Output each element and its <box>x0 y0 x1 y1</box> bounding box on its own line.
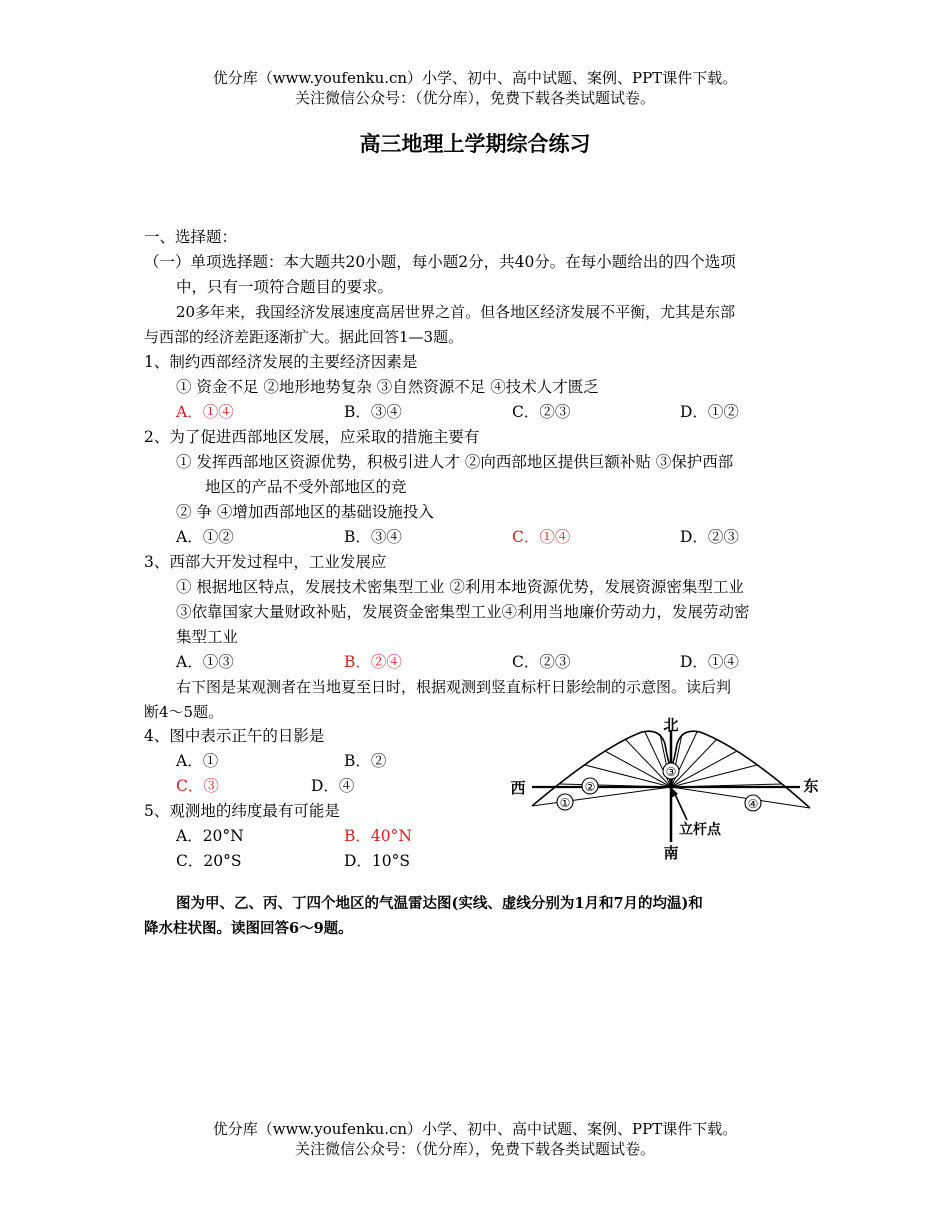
header-line-2: 关注微信公众号：（优分库），免费下载各类试题试卷。 <box>294 89 655 107</box>
footer-line-1: 优分库（www.youfenku.cn）小学、初中、高中试题、案例、PPT课件下载。 <box>212 1120 738 1138</box>
page-title: 高三地理上学期综合练习 <box>359 131 591 156</box>
shadow-label-3: ③ <box>665 765 677 779</box>
header-line-1: 优分库（www.youfenku.cn）小学、初中、高中试题、案例、PPT课件下载。 <box>212 69 738 87</box>
q4-stem: 4、图中表示正午的日影是 <box>144 727 325 745</box>
instructions-line-1: （一）单项选择题：本大题共20小题，每小题2分，共40分。在每小题给出的四个选项 <box>144 253 736 271</box>
q3-option-c[interactable]: C．②③ <box>512 653 571 671</box>
q3-option-d[interactable]: D．①④ <box>680 653 739 671</box>
instructions-line-2: 中，只有一项符合题目的要求。 <box>176 278 394 296</box>
east-label: 东 <box>803 777 819 795</box>
q5-option-a[interactable]: A．20°N <box>176 827 244 845</box>
q2-option-a[interactable]: A．①② <box>176 528 234 546</box>
q1-stem: 1、制约西部经济发展的主要经济因素是 <box>144 353 418 371</box>
q2-items-line-1: ① 发挥西部地区资源优势，积极引进人才 ②向西部地区提供巨额补贴 ③保护西部 <box>176 453 734 471</box>
q4-option-c[interactable]: C．③ <box>176 777 219 795</box>
west-label: 西 <box>510 779 526 797</box>
q5-option-b[interactable]: B．40°N <box>344 827 412 845</box>
pole-point-label: 立杆点 <box>679 822 721 838</box>
q5-stem: 5、观测地的纬度最有可能是 <box>144 802 340 820</box>
section-heading: 一、选择题： <box>144 228 238 246</box>
q3-option-a[interactable]: A．①③ <box>176 653 234 671</box>
q1-option-d[interactable]: D．①② <box>680 403 739 421</box>
q3-option-b[interactable]: B．②④ <box>344 653 402 671</box>
north-label: 北 <box>663 716 679 734</box>
sun-shadow-diagram <box>510 712 820 864</box>
shadow-label-2: ② <box>584 780 596 794</box>
q5-option-c[interactable]: C．20°S <box>176 852 242 870</box>
passage3-line-2: 降水柱状图。读图回答6～9题。 <box>144 920 353 937</box>
q3-items-line-3: 集型工业 <box>176 628 239 646</box>
q3-items-line-1: ① 根据地区特点，发展技术密集型工业 ②利用本地资源优势，发展资源密集型工业 <box>176 578 744 596</box>
q2-items-line-3: ② 争 ④增加西部地区的基础设施投入 <box>176 503 434 521</box>
passage2-line-2: 断4～5题。 <box>144 703 224 721</box>
q4-option-a[interactable]: A．① <box>176 752 219 770</box>
q1-option-c[interactable]: C．②③ <box>512 403 571 421</box>
q1-option-b[interactable]: B．③④ <box>344 403 402 421</box>
footer-line-2: 关注微信公众号：（优分库），免费下载各类试题试卷。 <box>294 1140 655 1158</box>
shadow-label-1: ① <box>559 796 571 810</box>
q3-items-line-2: ③依靠国家大量财政补贴，发展资金密集型工业④利用当地廉价劳动力，发展劳动密 <box>176 603 750 621</box>
q2-option-b[interactable]: B．③④ <box>344 528 402 546</box>
q4-option-b[interactable]: B．② <box>344 752 387 770</box>
q1-option-a[interactable]: A．①④ <box>176 403 234 421</box>
south-label: 南 <box>663 844 679 862</box>
q1-items: ① 资金不足 ②地形地势复杂 ③自然资源不足 ④技术人才匮乏 <box>176 378 599 396</box>
q2-option-d[interactable]: D．②③ <box>680 528 739 546</box>
passage3-line-1: 图为甲、乙、丙、丁四个地区的气温雷达图(实线、虚线分别为1月和7月的均温)和 <box>176 895 703 912</box>
q5-option-d[interactable]: D．10°S <box>344 852 411 870</box>
q2-stem: 2、为了促进西部地区发展，应采取的措施主要有 <box>144 428 480 446</box>
passage1-line-2: 与西部的经济差距逐渐扩大。据此回答1—3题。 <box>144 328 464 346</box>
q4-option-d[interactable]: D．④ <box>311 777 355 795</box>
passage1-line-1: 20多年来，我国经济发展速度高居世界之首。但各地区经济发展不平衡，尤其是东部 <box>176 303 736 321</box>
passage2-line-1: 右下图是某观测者在当地夏至日时，根据观测到竖直标杆日影绘制的示意图。读后判 <box>176 678 732 696</box>
q2-option-c[interactable]: C．①④ <box>512 528 571 546</box>
pole-arrow <box>674 792 687 820</box>
shadow-label-4: ④ <box>747 797 759 811</box>
q2-items-line-2: 地区的产品不受外部地区的竞 <box>205 478 407 496</box>
q3-stem: 3、西部大开发过程中，工业发展应 <box>144 553 387 571</box>
